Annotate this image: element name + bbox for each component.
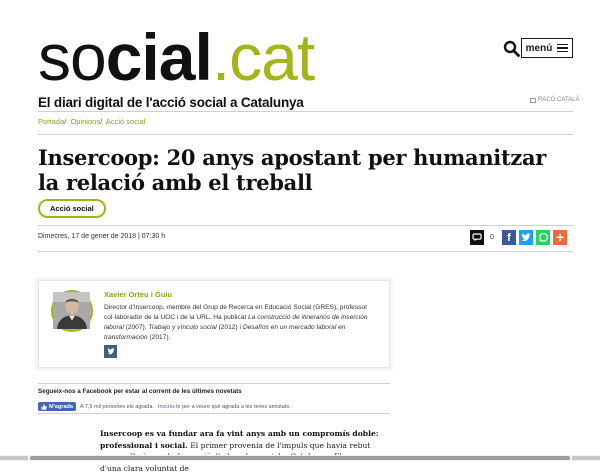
comment-icon [472,233,482,242]
author-avatar[interactable] [51,290,93,332]
article-lead-text: El primer provenia de l'impuls que havia rebut d'una clara voluntat de [100,440,371,473]
hamburger-icon [557,44,568,53]
menu-label: menú [525,42,553,54]
raco-catala-link[interactable] [530,97,579,103]
facebook-signup-text: per a veure què agrada a les teves amistats. [180,403,291,410]
author-box [38,280,390,368]
breadcrumb-accio-social[interactable]: Acció social [105,117,146,126]
facebook-icon: f [507,231,511,244]
facebook-top-divider [38,383,390,384]
site-logo[interactable] [38,22,314,92]
author-bio-text: (2012) i [216,324,243,331]
facebook-like-count: A 7,9 mil persones els agrada. [79,403,154,410]
author-name[interactable]: Xavier Orteu i Guiu [104,290,172,299]
share-twitter-button[interactable] [519,230,533,245]
comments-count: 0 [490,234,494,241]
logo-part-cat: .cat [211,20,315,94]
share-whatsapp-button[interactable] [536,230,550,245]
share-facebook-button[interactable] [502,230,516,245]
search-button[interactable] [503,40,521,58]
header-divider [38,111,573,112]
facebook-bottom-divider [38,413,390,414]
author-bio-text: (2017). [147,334,171,341]
scrollbar-track-right [572,456,600,460]
comments-button[interactable] [470,230,484,245]
raco-catala-label: RACÓ CATALÀ [538,97,580,103]
author-bio [104,303,384,343]
logo-part-so: so [38,20,106,94]
twitter-icon [521,233,531,242]
twitter-icon [107,348,115,355]
article-date: Dimecres, 17 de gener de 2018 | 07:30 h [38,233,166,240]
article-lead [100,428,382,474]
thumbs-up-icon [41,404,47,410]
article-lead-bold: Insercoop es va fundar ara fa vint anys amb un compromís doble: professional i social. [100,429,379,450]
author-bio-book: Desafíos en un mercado laboral en transformación [104,324,346,341]
meta-bottom-divider [38,251,573,252]
author-bio-text: Director d'Insercoop, membre del Grup de Recerca en Educació Social (GRES), professor col·laborador de la UOC i de la URL. Ha publicat [104,304,368,321]
scrollbar-thumb[interactable] [30,456,570,460]
breadcrumb-separator: / [64,117,67,126]
whatsapp-icon [538,232,549,243]
facebook-like-row [38,402,291,411]
site-tagline: El diari digital de l'acció social a Catalunya [38,95,304,110]
breadcrumb [38,117,145,126]
author-bio-book: La construcció de itinerarios de inserción laboral [104,314,368,331]
logo-part-cial: cial [105,20,212,94]
raco-catala-icon [530,98,536,103]
author-photo [53,292,90,329]
meta-top-divider [38,225,573,226]
breadcrumb-divider [38,134,573,135]
horizontal-scrollbar[interactable] [0,455,600,461]
author-bio-text: (2007); [123,324,149,331]
author-twitter-button[interactable] [104,345,117,358]
breadcrumb-portada[interactable]: Portada [38,117,65,126]
menu-button[interactable] [521,38,573,58]
facebook-like-button[interactable] [38,402,76,411]
plus-icon: + [555,229,565,245]
breadcrumb-separator: / [100,117,103,126]
category-tag[interactable]: Acció social [38,199,106,218]
scrollbar-track-left [0,456,28,460]
facebook-follow-text: Segueix-nos a Facebook per estar al corrent de les últimes novetats [38,388,242,395]
share-more-button[interactable] [553,230,567,245]
facebook-like-label: M'agrada [49,403,73,410]
breadcrumb-opinions[interactable]: Opinions [70,117,101,126]
search-icon [503,40,521,58]
article-title: Insercoop: 20 anys apostant per humanitzar la relació amb el treball [38,145,547,195]
author-bio-book: Trabajo y vínculo social [148,324,217,331]
facebook-signup-link[interactable]: Inscriu-te [157,403,181,410]
